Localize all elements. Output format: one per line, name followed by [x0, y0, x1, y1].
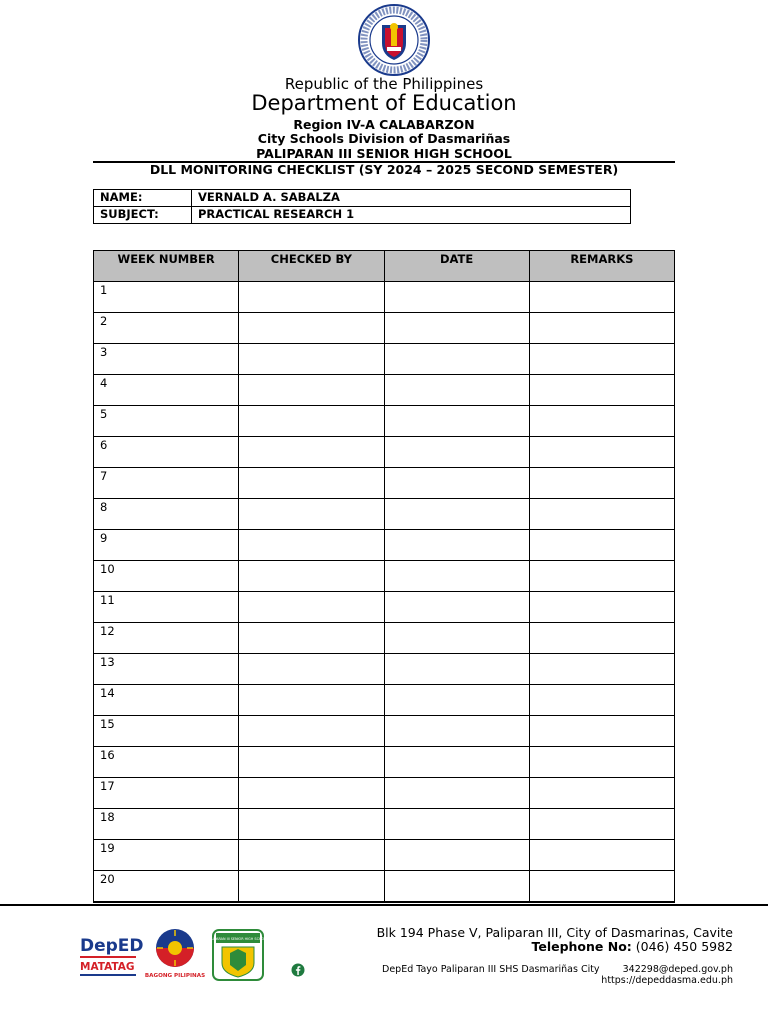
- remarks-cell: [529, 437, 674, 468]
- footer-telephone: [531, 939, 733, 954]
- date-cell: [384, 592, 529, 623]
- date-cell: [384, 468, 529, 499]
- week-number-cell: 8: [94, 499, 239, 530]
- checked-by-cell: [239, 406, 384, 437]
- table-row: [94, 375, 675, 406]
- week-number-cell: 1: [94, 282, 239, 313]
- table-header-row: [94, 251, 675, 282]
- table-row: [94, 530, 675, 561]
- table-row: [94, 561, 675, 592]
- checked-by-cell: [239, 313, 384, 344]
- date-cell: [384, 747, 529, 778]
- table-row: [94, 623, 675, 654]
- table-row: [94, 313, 675, 344]
- week-number-cell: 11: [94, 592, 239, 623]
- date-cell: [384, 685, 529, 716]
- header-republic: Republic of the Philippines: [284, 75, 484, 93]
- name-value: VERNALD A. SABALZA: [192, 190, 631, 207]
- deped-logo-text: DepED: [80, 936, 144, 956]
- table-row: [94, 685, 675, 716]
- date-cell: [384, 282, 529, 313]
- table-row: [94, 654, 675, 685]
- checked-by-cell: [239, 499, 384, 530]
- week-number-cell: 10: [94, 561, 239, 592]
- footer-address: Blk 194 Phase V, Paliparan III, City of Dasmarinas, Cavite: [376, 925, 733, 940]
- remarks-cell: [529, 282, 674, 313]
- week-number-cell: 2: [94, 313, 239, 344]
- week-number-cell: 14: [94, 685, 239, 716]
- remarks-cell: [529, 747, 674, 778]
- telephone-value: (046) 450 5982: [631, 939, 733, 954]
- week-number-cell: 4: [94, 375, 239, 406]
- remarks-cell: [529, 685, 674, 716]
- week-number-cell: 19: [94, 840, 239, 871]
- checked-by-cell: [239, 716, 384, 747]
- remarks-cell: [529, 375, 674, 406]
- header-region: Region IV-A CALABARZON: [293, 117, 475, 132]
- week-number-cell: 13: [94, 654, 239, 685]
- subject-label: SUBJECT:: [94, 207, 192, 224]
- date-cell: [384, 809, 529, 840]
- date-cell: [384, 654, 529, 685]
- remarks-cell: [529, 592, 674, 623]
- checked-by-cell: [239, 778, 384, 809]
- week-number-cell: 3: [94, 344, 239, 375]
- table-row: [94, 406, 675, 437]
- checked-by-cell: [239, 747, 384, 778]
- table-row: [94, 778, 675, 809]
- date-cell: [384, 778, 529, 809]
- checked-by-cell: [239, 685, 384, 716]
- checked-by-cell: [239, 375, 384, 406]
- week-number-cell: 9: [94, 530, 239, 561]
- checked-by-cell: [239, 468, 384, 499]
- remarks-cell: [529, 809, 674, 840]
- remarks-cell: [529, 623, 674, 654]
- date-cell: [384, 375, 529, 406]
- remarks-cell: [529, 840, 674, 871]
- table-row: [94, 716, 675, 747]
- checked-by-cell: [239, 623, 384, 654]
- week-number-cell: 15: [94, 716, 239, 747]
- table-row: [94, 809, 675, 840]
- remarks-cell: [529, 344, 674, 375]
- matatag-logo-text: MATATAG: [80, 961, 135, 973]
- checked-by-cell: [239, 871, 384, 902]
- column-header-date: DATE: [384, 251, 529, 282]
- footer-website[interactable]: https://depeddasma.edu.ph: [601, 975, 733, 986]
- date-cell: [384, 344, 529, 375]
- deped-seal-logo: [354, 3, 434, 77]
- table-row: [94, 592, 675, 623]
- table-row: [94, 499, 675, 530]
- date-cell: [384, 561, 529, 592]
- table-row: [94, 840, 675, 871]
- remarks-cell: [529, 654, 674, 685]
- column-header-remarks: REMARKS: [529, 251, 674, 282]
- week-number-cell: 5: [94, 406, 239, 437]
- remarks-cell: [529, 468, 674, 499]
- date-cell: [384, 871, 529, 902]
- remarks-cell: [529, 561, 674, 592]
- week-number-cell: 7: [94, 468, 239, 499]
- remarks-cell: [529, 716, 674, 747]
- deped-matatag-logo: [79, 930, 144, 978]
- info-row-name: [94, 190, 631, 207]
- checked-by-cell: [239, 437, 384, 468]
- date-cell: [384, 716, 529, 747]
- remarks-cell: [529, 499, 674, 530]
- bagong-logo-text: BAGONG PILIPINAS: [144, 973, 206, 979]
- date-cell: [384, 623, 529, 654]
- table-row: [94, 282, 675, 313]
- footer-facebook-page[interactable]: DepEd Tayo Paliparan III SHS Dasmariñas City: [382, 964, 600, 975]
- checked-by-cell: [239, 592, 384, 623]
- checklist-title: DLL MONITORING CHECKLIST (SY 2024 – 2025 SECOND SEMESTER): [149, 162, 619, 177]
- footer-table-edge: [93, 902, 675, 903]
- monitoring-table: [93, 250, 675, 902]
- date-cell: [384, 530, 529, 561]
- facebook-icon: [291, 963, 305, 977]
- checked-by-cell: [239, 654, 384, 685]
- name-label: NAME:: [94, 190, 192, 207]
- checked-by-cell: [239, 809, 384, 840]
- checked-by-cell: [239, 344, 384, 375]
- week-number-cell: 20: [94, 871, 239, 902]
- paliparan-shs-logo: [207, 929, 269, 981]
- shs-logo-text: PALIPARAN III SENIOR HIGH SCHOOL: [207, 937, 269, 941]
- checked-by-cell: [239, 561, 384, 592]
- remarks-cell: [529, 313, 674, 344]
- table-row: [94, 468, 675, 499]
- remarks-cell: [529, 778, 674, 809]
- header-department: Department of Education: [251, 91, 517, 115]
- telephone-label: Telephone No:: [531, 939, 632, 954]
- bagong-pilipinas-logo: [146, 926, 204, 980]
- header-school: PALIPARAN III SENIOR HIGH SCHOOL: [256, 146, 512, 161]
- date-cell: [384, 840, 529, 871]
- table-row: [94, 344, 675, 375]
- week-number-cell: 17: [94, 778, 239, 809]
- subject-value: PRACTICAL RESEARCH 1: [192, 207, 631, 224]
- remarks-cell: [529, 406, 674, 437]
- week-number-cell: 12: [94, 623, 239, 654]
- date-cell: [384, 406, 529, 437]
- week-number-cell: 18: [94, 809, 239, 840]
- footer-email[interactable]: 342298@deped.gov.ph: [622, 964, 733, 975]
- week-number-cell: 16: [94, 747, 239, 778]
- table-row: [94, 747, 675, 778]
- header-division: City Schools Division of Dasmariñas: [257, 131, 511, 146]
- table-row: [94, 437, 675, 468]
- checked-by-cell: [239, 282, 384, 313]
- date-cell: [384, 499, 529, 530]
- column-header-checked-by: CHECKED BY: [239, 251, 384, 282]
- footer-divider: [0, 904, 768, 906]
- info-row-subject: [94, 207, 631, 224]
- checked-by-cell: [239, 530, 384, 561]
- table-body: [94, 282, 675, 902]
- teacher-info-table: [93, 189, 631, 224]
- date-cell: [384, 437, 529, 468]
- remarks-cell: [529, 530, 674, 561]
- checked-by-cell: [239, 840, 384, 871]
- week-number-cell: 6: [94, 437, 239, 468]
- date-cell: [384, 313, 529, 344]
- remarks-cell: [529, 871, 674, 902]
- table-row: [94, 871, 675, 902]
- column-header-week-number: WEEK NUMBER: [94, 251, 239, 282]
